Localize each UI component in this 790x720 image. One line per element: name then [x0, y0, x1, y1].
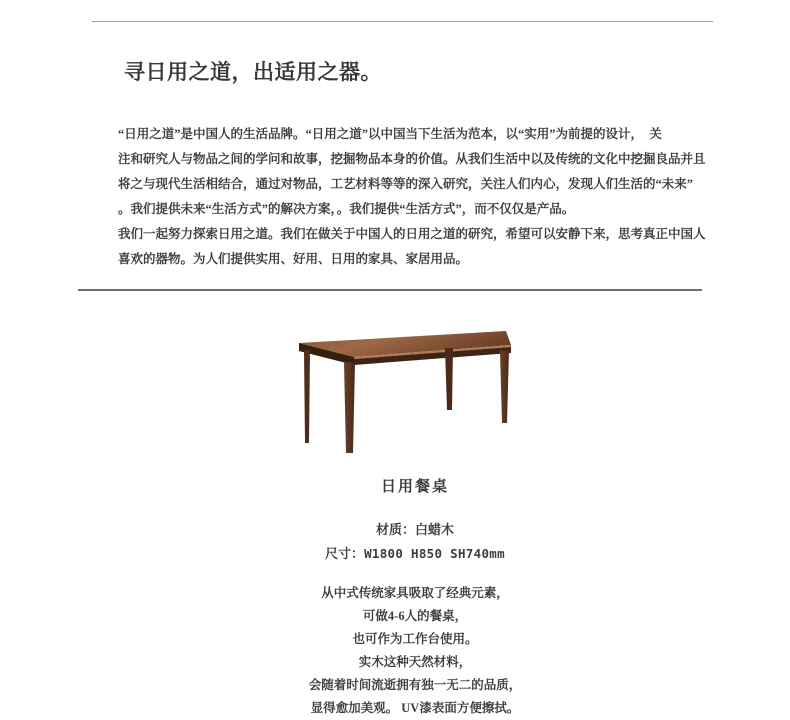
description-line: 实木这种天然材料，	[358, 655, 472, 669]
intro-line: 我们一起努力探索日用之道。我们在做关于中国人的日用之道的研究，希望可以安静下来，思考真正中国人	[118, 227, 706, 241]
description-line: 可做4-6人的餐桌，	[362, 609, 468, 623]
page-title: 寻日用之道，出适用之器。	[124, 60, 382, 84]
description-line: 显得愈加美观。 UV漆表面方便擦拭。	[310, 701, 520, 715]
section-divider	[78, 289, 702, 291]
description-line: 从中式传统家具吸取了经典元素，	[321, 586, 509, 600]
material-value: 白蜡木	[415, 522, 455, 537]
product-name: 日用餐桌	[380, 479, 449, 495]
top-rule	[92, 21, 713, 22]
intro-line: “日用之道”是中国人的生活品牌。“日用之道”以中国当下生活为范本，以“实用”为前提的设计， 关	[118, 127, 662, 141]
intro-line: 注和研究人与物品之间的学问和故事，挖掘物品本身的价值。从我们生活中以及传统的文化中挖掘良品并且	[118, 152, 706, 166]
material-label: 材质：	[375, 522, 415, 537]
size-value: W1800 H850 SH740mm	[364, 546, 505, 561]
product-section	[40, 312, 790, 720]
product-description	[40, 582, 790, 720]
dining-table-photo	[282, 312, 548, 458]
intro-line: 将之与现代生活相结合，通过对物品，工艺材料等等的深入研究，关注人们内心，发现人们生活的“未来”	[118, 177, 694, 191]
description-line: 会随着时间流逝拥有独一无二的品质，	[308, 678, 522, 692]
intro-line: 喜欢的器物。为人们提供实用、好用、日用的家具、家居用品。	[118, 252, 469, 266]
description-line: 也可作为工作台使用。	[352, 632, 478, 646]
product-material	[40, 518, 790, 542]
size-label: 尺寸：	[325, 546, 365, 561]
intro-paragraph	[118, 122, 706, 272]
intro-line: 。我们提供未来“生活方式”的解决方案，。我们提供“生活方式”，而不仅仅是产品。	[118, 202, 575, 216]
product-size	[40, 542, 790, 566]
